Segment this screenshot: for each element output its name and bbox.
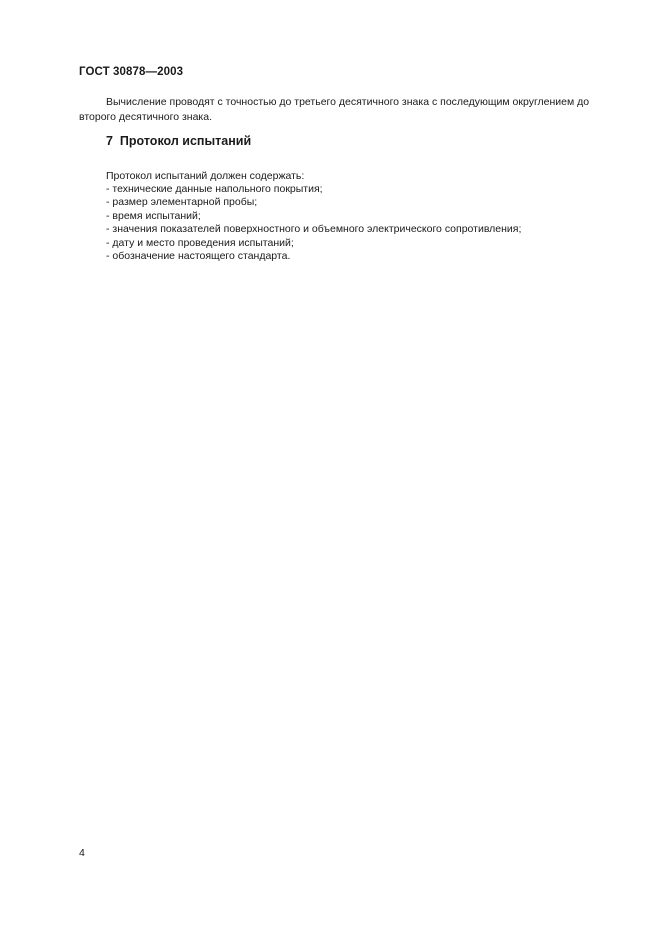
standard-code: ГОСТ 30878—2003: [79, 66, 184, 78]
protocol-requirements-list: [106, 183, 521, 263]
protocol-intro: Протокол испытаний должен содержать:: [106, 170, 305, 182]
list-item: - размер элементарной пробы;: [106, 196, 258, 209]
list-item: - технические данные напольного покрытия;: [106, 183, 323, 195]
page-number: 4: [79, 847, 85, 859]
section-title: Протокол испытаний: [119, 134, 252, 148]
list-item: - значения показателей поверхностного и объемного электрического сопротивления;: [106, 223, 522, 236]
section-number: 7: [106, 134, 113, 148]
list-item: - дату и место проведения испытаний;: [106, 236, 294, 249]
list-item: - обозначение настоящего стандарта.: [106, 250, 291, 263]
calculation-paragraph: Вычисление проводят с точностью до третьего десятичного знака с последующим округлением до второго десятичного знака.: [79, 96, 590, 123]
section-heading: [106, 134, 251, 148]
list-item: - время испытаний;: [106, 209, 201, 222]
document-header: [79, 66, 183, 78]
